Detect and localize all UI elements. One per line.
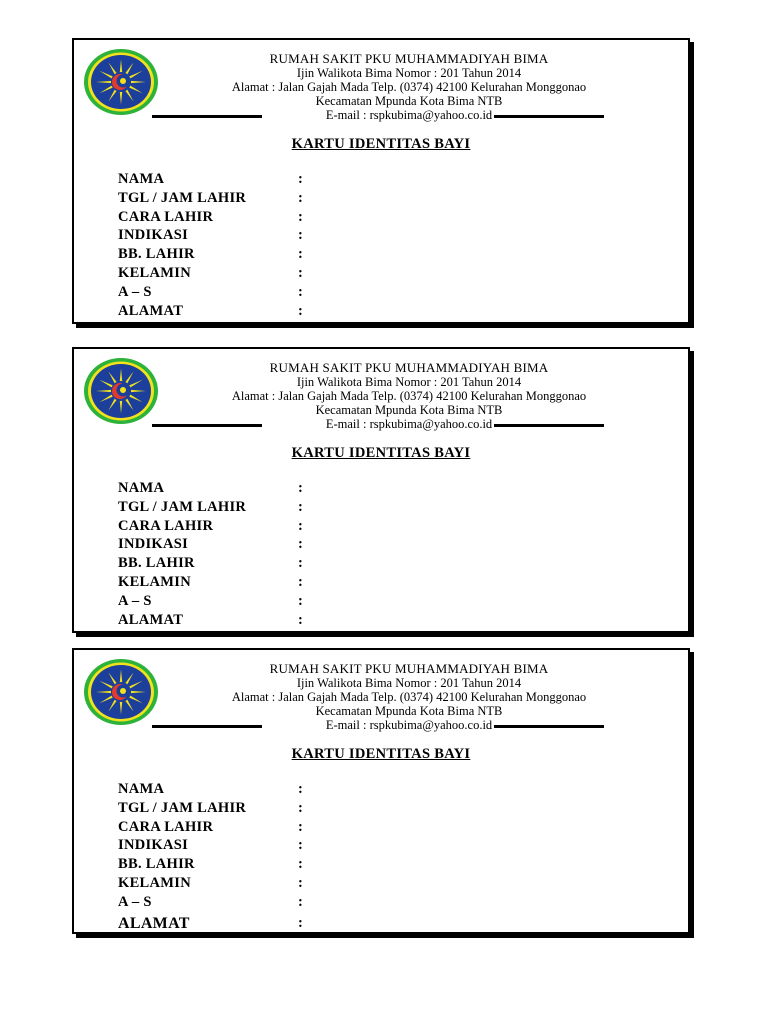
field-colon: : — [298, 573, 303, 590]
field-colon: : — [298, 480, 303, 496]
field-label: CARA LAHIR — [118, 517, 214, 534]
header-rule-right — [494, 115, 604, 118]
permit-line: Ijin Walikota Bima Nomor : 201 Tahun 2014 — [296, 375, 522, 389]
field-list — [118, 171, 498, 321]
identity-card-1 — [72, 38, 690, 324]
card-header — [174, 662, 644, 732]
field-label: ALAMAT — [118, 302, 184, 319]
field-label: KELAMIN — [118, 874, 191, 891]
field-colon: : — [298, 874, 303, 891]
field-bb-lahir — [118, 555, 498, 574]
field-a-s — [118, 593, 498, 612]
field-colon: : — [298, 517, 303, 534]
muhammadiyah-sun-logo-icon — [82, 47, 160, 117]
field-indikasi — [118, 227, 498, 246]
field-colon: : — [298, 208, 303, 225]
email-line: E-mail : rspkubima@yahoo.co.id — [325, 108, 493, 122]
field-bb-lahir — [118, 246, 498, 265]
field-label: INDIKASI — [118, 536, 189, 553]
field-tgl-jam-lahir — [118, 499, 498, 518]
email-line: E-mail : rspkubima@yahoo.co.id — [325, 718, 493, 732]
field-list — [118, 480, 498, 630]
field-label: ALAMAT — [118, 611, 184, 628]
field-list — [118, 781, 498, 931]
field-colon: : — [298, 818, 303, 835]
field-label: A – S — [118, 283, 152, 300]
field-a-s — [118, 894, 498, 913]
field-colon: : — [298, 171, 303, 187]
field-label: KELAMIN — [118, 264, 191, 281]
field-colon: : — [298, 189, 303, 206]
field-label: INDIKASI — [118, 837, 189, 854]
field-alamat — [118, 303, 498, 322]
permit-line: Ijin Walikota Bima Nomor : 201 Tahun 2014 — [296, 676, 522, 690]
permit-line: Ijin Walikota Bima Nomor : 201 Tahun 2014 — [296, 66, 522, 80]
address-line: Alamat : Jalan Gajah Mada Telp. (0374) 42100 Kelurahan Monggonao — [231, 80, 587, 94]
field-colon: : — [298, 837, 303, 854]
field-colon: : — [298, 893, 303, 910]
header-rule-left — [152, 725, 262, 728]
header-rule-right — [494, 424, 604, 427]
field-alamat — [118, 612, 498, 631]
field-indikasi — [118, 536, 498, 555]
header-rule-left — [152, 424, 262, 427]
field-label: KELAMIN — [118, 573, 191, 590]
hospital-logo-icon — [82, 657, 160, 727]
field-colon: : — [298, 498, 303, 515]
field-colon: : — [298, 536, 303, 553]
district-line: Kecamatan Mpunda Kota Bima NTB — [315, 403, 503, 417]
field-colon: : — [298, 302, 303, 319]
card-title: KARTU IDENTITAS BAYI — [291, 746, 471, 762]
field-colon: : — [298, 555, 303, 572]
field-label: INDIKASI — [118, 227, 189, 244]
field-label: NAMA — [118, 171, 165, 187]
identity-card-2 — [72, 347, 690, 633]
hospital-name: RUMAH SAKIT PKU MUHAMMADIYAH BIMA — [269, 360, 549, 375]
field-alamat — [118, 913, 498, 932]
field-label: A – S — [118, 893, 152, 910]
field-bb-lahir — [118, 856, 498, 875]
field-nama — [118, 480, 498, 499]
field-colon: : — [298, 781, 303, 797]
hospital-logo-icon — [82, 356, 160, 426]
muhammadiyah-sun-logo-icon — [82, 356, 160, 426]
field-indikasi — [118, 837, 498, 856]
card-header — [174, 52, 644, 122]
field-kelamin — [118, 265, 498, 284]
field-label: TGL / JAM LAHIR — [118, 498, 247, 515]
field-kelamin — [118, 875, 498, 894]
field-colon: : — [298, 264, 303, 281]
email-line: E-mail : rspkubima@yahoo.co.id — [325, 417, 493, 431]
field-label: NAMA — [118, 781, 165, 797]
field-colon: : — [298, 611, 303, 628]
card-header — [174, 361, 644, 431]
field-colon: : — [298, 799, 303, 816]
hospital-name: RUMAH SAKIT PKU MUHAMMADIYAH BIMA — [269, 51, 549, 66]
field-tgl-jam-lahir — [118, 800, 498, 819]
field-label: BB. LAHIR — [118, 856, 195, 873]
hospital-logo-icon — [82, 47, 160, 117]
field-colon: : — [298, 592, 303, 609]
field-label: BB. LAHIR — [118, 555, 195, 572]
address-line: Alamat : Jalan Gajah Mada Telp. (0374) 42100 Kelurahan Monggonao — [231, 690, 587, 704]
field-colon: : — [298, 914, 303, 931]
field-label: BB. LAHIR — [118, 246, 195, 263]
field-colon: : — [298, 246, 303, 263]
field-nama — [118, 781, 498, 800]
card-title: KARTU IDENTITAS BAYI — [291, 136, 471, 152]
card-title: KARTU IDENTITAS BAYI — [291, 445, 471, 461]
field-colon: : — [298, 227, 303, 244]
field-a-s — [118, 284, 498, 303]
field-colon: : — [298, 283, 303, 300]
hospital-name: RUMAH SAKIT PKU MUHAMMADIYAH BIMA — [269, 661, 549, 676]
address-line: Alamat : Jalan Gajah Mada Telp. (0374) 42100 Kelurahan Monggonao — [231, 389, 587, 403]
field-label: CARA LAHIR — [118, 208, 214, 225]
field-cara-lahir — [118, 518, 498, 537]
field-label: TGL / JAM LAHIR — [118, 799, 247, 816]
field-nama — [118, 171, 498, 190]
district-line: Kecamatan Mpunda Kota Bima NTB — [315, 704, 503, 718]
field-label: CARA LAHIR — [118, 818, 214, 835]
field-label: NAMA — [118, 480, 165, 496]
field-cara-lahir — [118, 209, 498, 228]
identity-card-3 — [72, 648, 690, 934]
muhammadiyah-sun-logo-icon — [82, 657, 160, 727]
header-rule-right — [494, 725, 604, 728]
field-colon: : — [298, 856, 303, 873]
district-line: Kecamatan Mpunda Kota Bima NTB — [315, 94, 503, 108]
field-label: TGL / JAM LAHIR — [118, 189, 247, 206]
field-label: ALAMAT — [118, 914, 190, 932]
header-rule-left — [152, 115, 262, 118]
field-label: A – S — [118, 592, 152, 609]
field-kelamin — [118, 574, 498, 593]
field-cara-lahir — [118, 819, 498, 838]
field-tgl-jam-lahir — [118, 190, 498, 209]
